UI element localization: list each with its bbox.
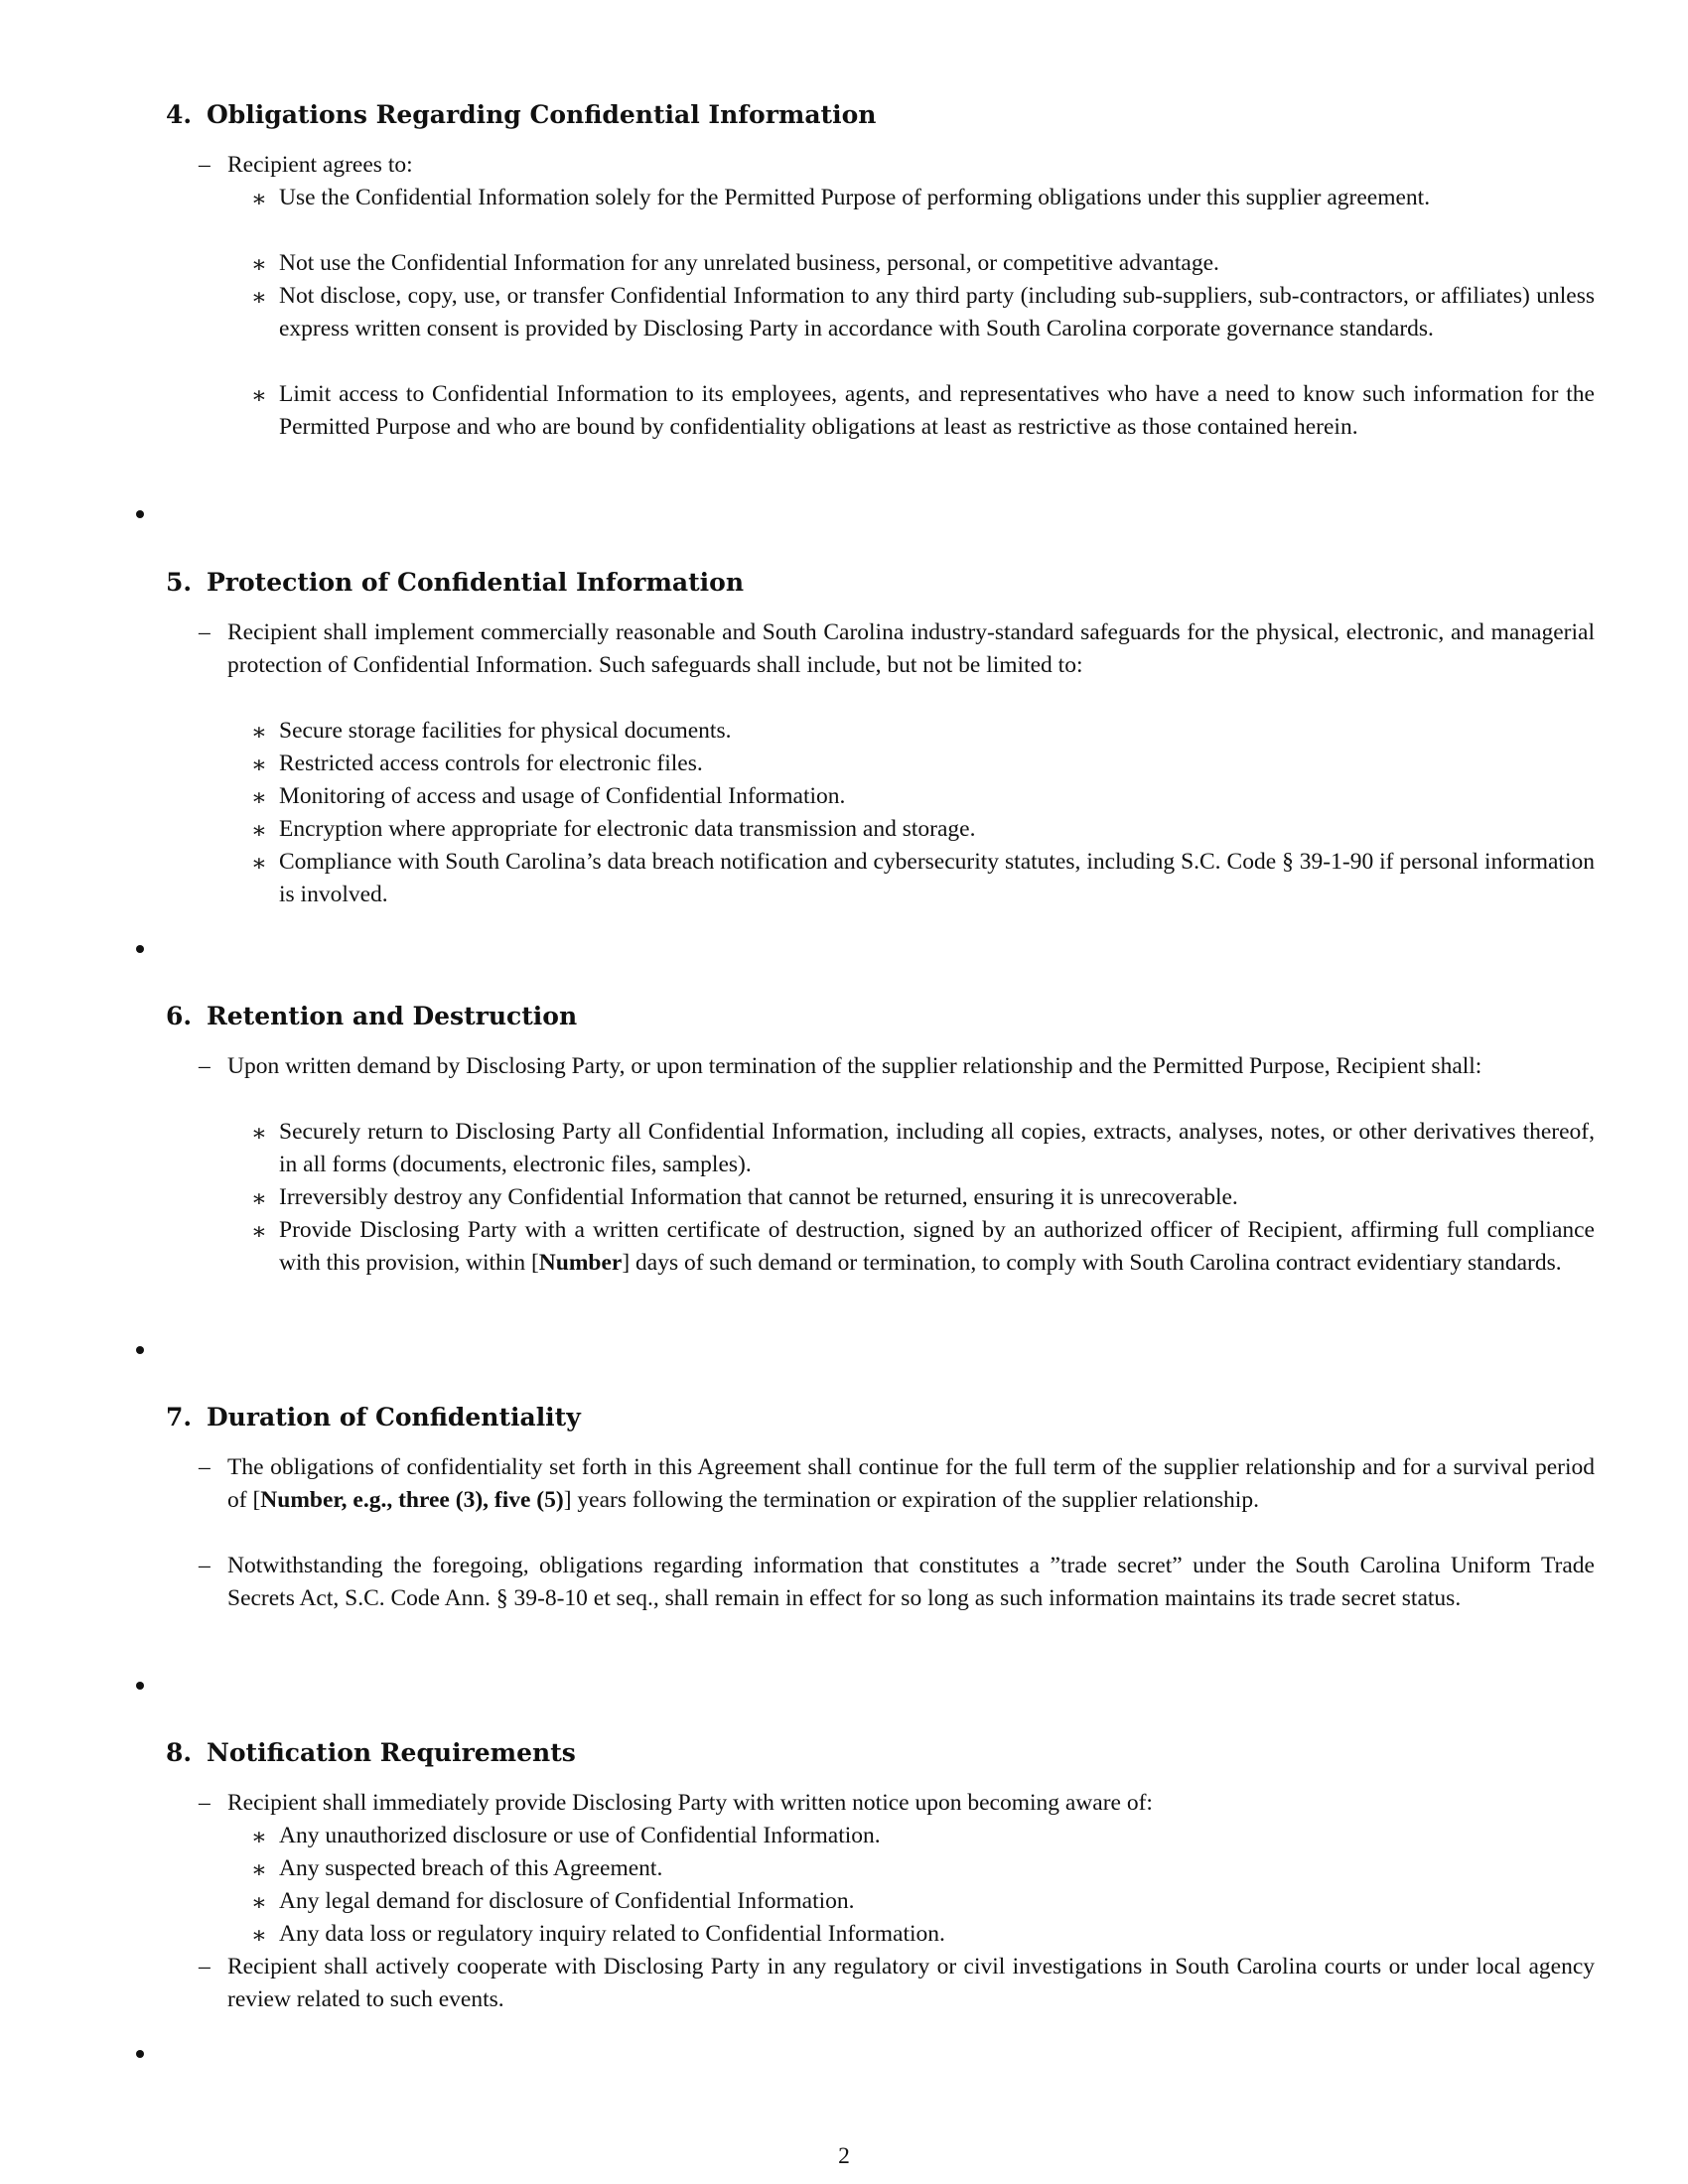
list-item [199,1951,1595,2016]
dash-marker: – [199,152,211,178]
bullet-dot [136,945,144,953]
item-text: Recipient agrees to: [227,152,413,178]
asterisk-marker: ∗ [251,720,267,746]
list-item [251,1885,1595,1918]
section-heading-6 [166,1001,577,1032]
list-item [251,247,1595,280]
item-text: Notwithstanding the foregoing, obligations regarding information that constitutes a ”trade secret” under the South Carolina Uniform Trade Secrets Act, S.C. Code Ann. § 39-8-10 et seq., shall remain in effect for so long as such information maintains its trade secret status. [227,1553,1595,1611]
item-text-after: ] years following the termination or expiration of the supplier relationship. [563,1487,1259,1513]
item-text: Irreversibly destroy any Confidential Information that cannot be returned, ensuring it is unrecoverable. [279,1184,1238,1210]
dash-marker: – [199,1053,211,1079]
asterisk-marker: ∗ [251,1857,267,1883]
section-title: Protection of Confidential Information [207,568,745,597]
item-text: Recipient shall immediately provide Disclosing Party with written notice upon becoming aware of: [227,1790,1153,1816]
list-item [199,1550,1595,1615]
section-heading-4 [166,99,876,131]
asterisk-marker: ∗ [251,851,267,877]
dash-marker: – [199,619,211,645]
item-text: Use the Confidential Information solely for the Permitted Purpose of performing obligations under this supplier agreement. [279,185,1431,210]
list-item [199,1451,1595,1517]
section-heading-5 [166,567,744,599]
list-item [251,1181,1595,1214]
list-item [251,182,1595,214]
item-text: Any data loss or regulatory inquiry related to Confidential Information. [279,1921,945,1947]
section-title: Notification Requirements [207,1738,576,1767]
section-number: 5. [166,568,193,597]
asterisk-marker: ∗ [251,285,267,311]
asterisk-marker: ∗ [251,1219,267,1245]
item-text: Monitoring of access and usage of Confidential Information. [279,783,846,809]
item-text-after: ] days of such demand or termination, to comply with South Carolina contract evidentiary standards. [622,1250,1562,1276]
list-item [251,1918,1595,1951]
list-item [251,1852,1595,1885]
asterisk-marker: ∗ [251,785,267,811]
page-number: 2 [838,2143,850,2169]
placeholder-survival-period: Number, e.g., three (3), five (5) [260,1487,564,1513]
asterisk-marker: ∗ [251,187,267,212]
section-title: Obligations Regarding Confidential Information [207,100,877,129]
item-text: Restricted access controls for electronic files. [279,751,703,776]
list-item [199,149,1595,182]
asterisk-marker: ∗ [251,1186,267,1212]
placeholder-number: Number [538,1250,623,1276]
section-number: 8. [166,1738,193,1767]
list-item [251,378,1595,444]
section-number: 7. [166,1403,193,1432]
item-text: Compliance with South Carolina’s data breach notification and cybersecurity statutes, including S.C. Code § 39-1-90 if personal information is involved. [279,849,1595,907]
item-text-before: Provide Disclosing Party with a written certificate of destruction, signed by an authorized officer of Recipient, affirming full compliance with this provision, within [ [279,1217,1595,1276]
bullet-dot [136,510,144,518]
item-text: Recipient shall implement commercially reasonable and South Carolina industry-standard safeguards for the physical, electronic, and managerial protection of Confidential Information. Such safeguards shall include, but not be limited to: [227,619,1595,678]
item-text: Encryption where appropriate for electronic data transmission and storage. [279,816,976,842]
asterisk-marker: ∗ [251,1923,267,1949]
section-heading-8 [166,1737,576,1769]
list-item [251,715,1595,748]
item-text: Secure storage facilities for physical documents. [279,718,732,744]
bullet-dot [136,1346,144,1354]
asterisk-marker: ∗ [251,383,267,409]
list-item [251,748,1595,780]
dash-marker: – [199,1790,211,1816]
item-text: Upon written demand by Disclosing Party, or upon termination of the supplier relationship and the Permitted Purpose, Recipient shall: [227,1053,1482,1079]
item-text: Any suspected breach of this Agreement. [279,1855,663,1881]
section-number: 6. [166,1002,193,1030]
section-title: Retention and Destruction [207,1002,578,1030]
list-item [251,780,1595,813]
list-item [251,1820,1595,1852]
list-item [251,813,1595,846]
list-item [251,280,1595,345]
list-item [251,1116,1595,1181]
asterisk-marker: ∗ [251,1890,267,1916]
section-title: Duration of Confidentiality [207,1403,581,1432]
dash-marker: – [199,1454,211,1480]
list-item [199,1787,1595,1820]
section-number: 4. [166,100,193,129]
asterisk-marker: ∗ [251,1825,267,1850]
asterisk-marker: ∗ [251,1121,267,1147]
item-text-before: The obligations of confidentiality set forth in this Agreement shall continue for the full term of the supplier relationship and for a survival period of [ [227,1454,1595,1513]
item-text: Not disclose, copy, use, or transfer Confidential Information to any third party (including sub-suppliers, sub-contractors, or affiliates) unless express written consent is provided by Disclosing Party in accordance with South Carolina corporate governance standards. [279,283,1595,341]
dash-marker: – [199,1553,211,1578]
asterisk-marker: ∗ [251,752,267,778]
list-item [251,1214,1595,1280]
item-text: Not use the Confidential Information for any unrelated business, personal, or competitive advantage. [279,250,1219,276]
asterisk-marker: ∗ [251,252,267,278]
item-text: Securely return to Disclosing Party all Confidential Information, including all copies, extracts, analyses, notes, or other derivatives thereof, in all forms (documents, electronic files, samples). [279,1119,1595,1177]
list-item [199,1050,1595,1083]
bullet-dot [136,2050,144,2058]
section-heading-7 [166,1402,581,1433]
bullet-dot [136,1682,144,1690]
asterisk-marker: ∗ [251,818,267,844]
dash-marker: – [199,1954,211,1979]
item-text: Recipient shall actively cooperate with Disclosing Party in any regulatory or civil investigations in South Carolina courts or under local agency review related to such events. [227,1954,1595,2012]
list-item [251,846,1595,911]
item-text: Any legal demand for disclosure of Confidential Information. [279,1888,855,1914]
item-text: Limit access to Confidential Information to its employees, agents, and representatives who have a need to know such information for the Permitted Purpose and who are bound by confidentiality obligations at least as restrictive as those contained herein. [279,381,1595,440]
list-item [199,616,1595,682]
item-text: Any unauthorized disclosure or use of Confidential Information. [279,1823,881,1848]
